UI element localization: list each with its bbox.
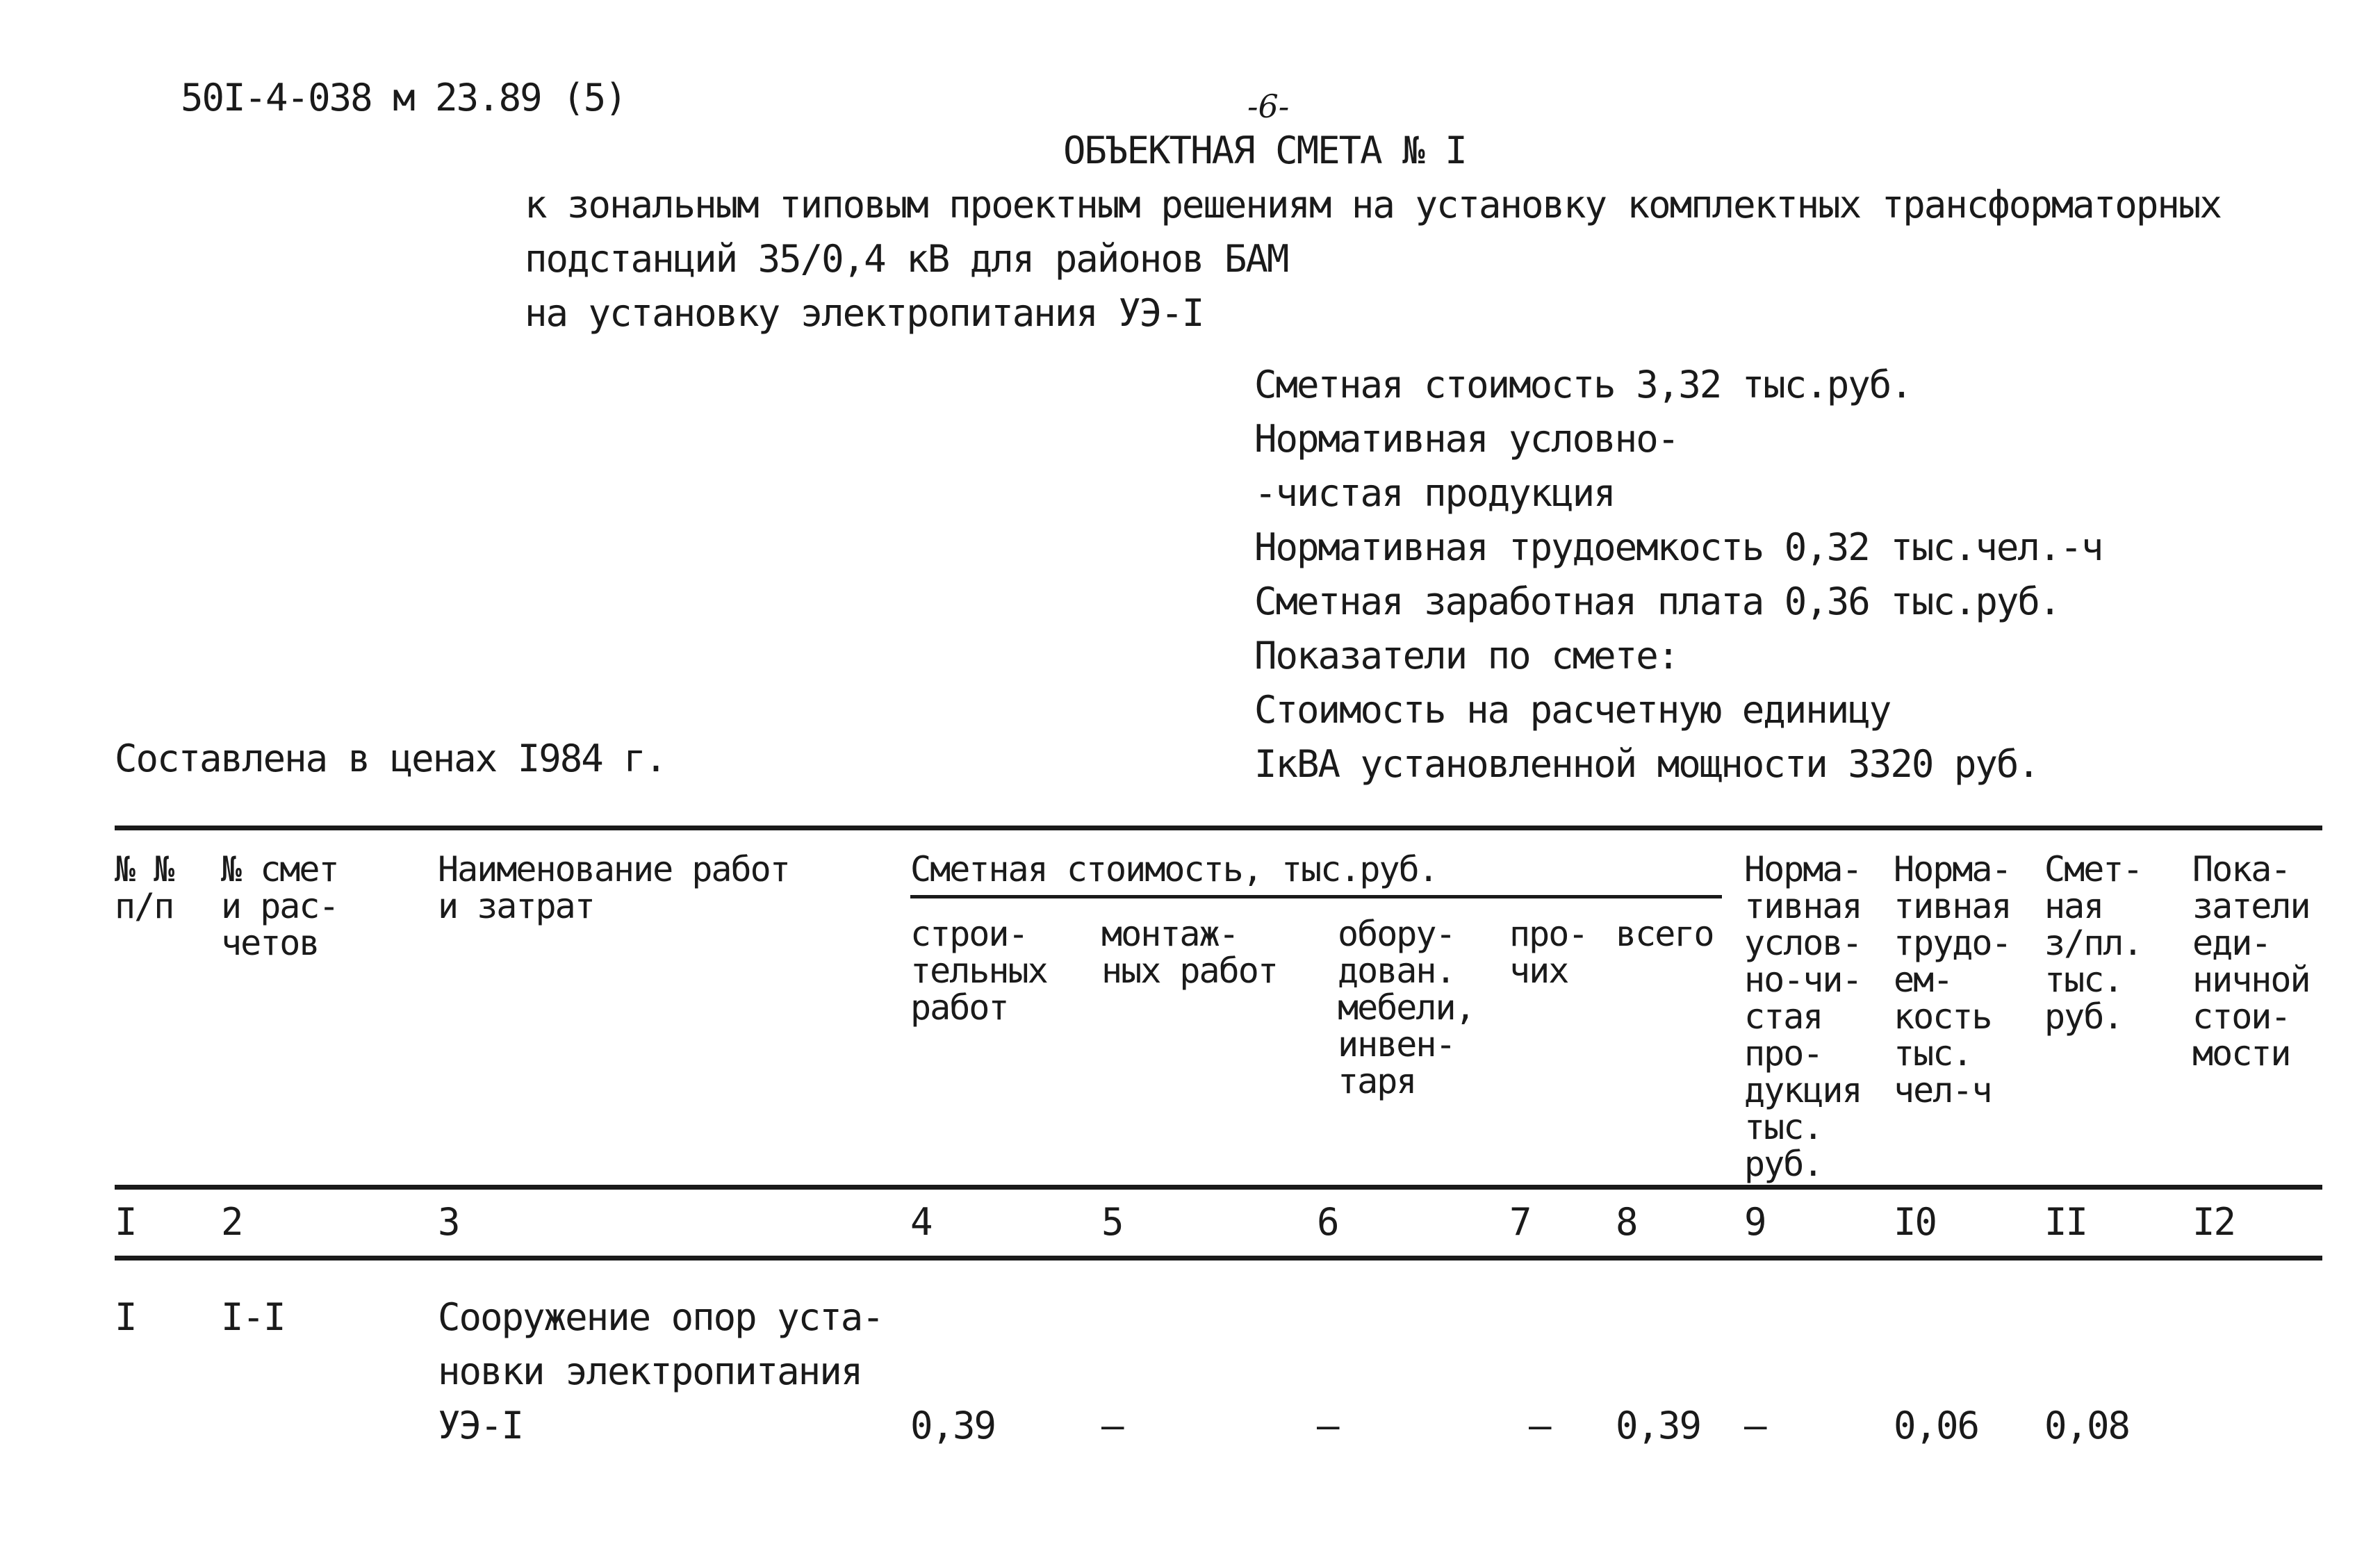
header-estimated-cost-group: Сметная стоимость, тыс.руб. (910, 849, 1438, 889)
header-labor-intensity: Норма- тивная трудо- ем- кость тыс. чел-ч (1894, 849, 2011, 1110)
summary-block (1254, 358, 2102, 791)
page-number: -6- (1247, 88, 1290, 125)
header-equipment: обору- дован. мебели, инвен- таря (1338, 914, 1475, 1101)
row-estimate-number: I-I (221, 1295, 285, 1339)
column-number: 8 (1616, 1200, 1637, 1244)
column-number: 6 (1317, 1200, 1338, 1244)
header-work-name: Наименование работ и затрат (438, 849, 789, 926)
row-number: I (115, 1295, 136, 1339)
row-equipment-cost: – (1317, 1404, 1338, 1447)
header-unit-cost: Пока- затели еди- ничной стои- мости (2192, 849, 2310, 1074)
column-numbers-rule (115, 1256, 2322, 1261)
table-top-rule (115, 826, 2322, 830)
column-number: I (115, 1200, 136, 1244)
row-other-cost: – (1529, 1404, 1550, 1447)
summary-line: -чистая продукция (1254, 471, 1615, 515)
row-installation-cost: – (1101, 1404, 1123, 1447)
column-number: I0 (1894, 1200, 1937, 1244)
summary-line: Показатели по смете: (1254, 634, 1679, 678)
subtitle-line: к зональным типовым проектным решениям на установку комплектных трансформаторных (525, 183, 2221, 227)
header-bottom-rule (115, 1185, 2322, 1190)
header-other: про- чих (1509, 914, 1588, 991)
row-wages: 0,08 (2044, 1404, 2130, 1447)
row-total-cost: 0,39 (1616, 1404, 1701, 1447)
row-net-product: – (1744, 1404, 1766, 1447)
header-net-product: Норма- тивная услов- но-чи- стая про- дукция тыс. руб. (1744, 849, 1862, 1184)
column-number: 3 (438, 1200, 459, 1244)
column-number: 7 (1509, 1200, 1531, 1244)
subtitle-line: на установку электропитания УЭ-I (525, 291, 1204, 335)
summary-line: Нормативная трудоемкость 0,32 тыс.чел.-ч (1254, 525, 2103, 569)
header-estimate-number: № смет и рас- четов (221, 849, 338, 963)
header-row-number: № № п/п (115, 849, 174, 926)
header-installation: монтаж- ных работ (1101, 914, 1277, 991)
document-code: 50I-4-038 м 23.89 (5) (181, 76, 626, 120)
subtitle-block (525, 178, 2221, 340)
group-header-rule (910, 895, 1722, 898)
row-construction-cost: 0,39 (910, 1404, 996, 1447)
summary-line: Сметная заработная плата 0,36 тыс.руб. (1254, 580, 2060, 623)
summary-line: Нормативная условно- (1254, 417, 1679, 461)
summary-line: Сметная стоимость 3,32 тыс.руб. (1254, 363, 1912, 407)
summary-line: IкВА установленной мощности 3320 руб. (1254, 742, 2039, 786)
column-number: I2 (2192, 1200, 2235, 1244)
column-number: 5 (1101, 1200, 1123, 1244)
header-construction: строи- тельных работ (910, 914, 1047, 1028)
estimate-title: ОБЪЕКТНАЯ СМЕТА № I (1063, 129, 1466, 172)
summary-line: Стоимость на расчетную единицу (1254, 688, 1891, 732)
prices-note: Составлена в ценах I984 г. (115, 737, 666, 780)
subtitle-line: подстанций 35/0,4 кВ для районов БАМ (525, 237, 1288, 281)
column-number: 4 (910, 1200, 932, 1244)
column-number: II (2044, 1200, 2087, 1244)
header-total: всего (1616, 914, 1714, 954)
header-wages: Смет- ная з/пл. тыс. руб. (2044, 849, 2142, 1037)
row-labor-intensity: 0,06 (1894, 1404, 1979, 1447)
column-number: 2 (221, 1200, 243, 1244)
column-number: 9 (1744, 1200, 1766, 1244)
row-work-name: Сооружение опор уста- новки электропитания УЭ-I (438, 1295, 883, 1447)
